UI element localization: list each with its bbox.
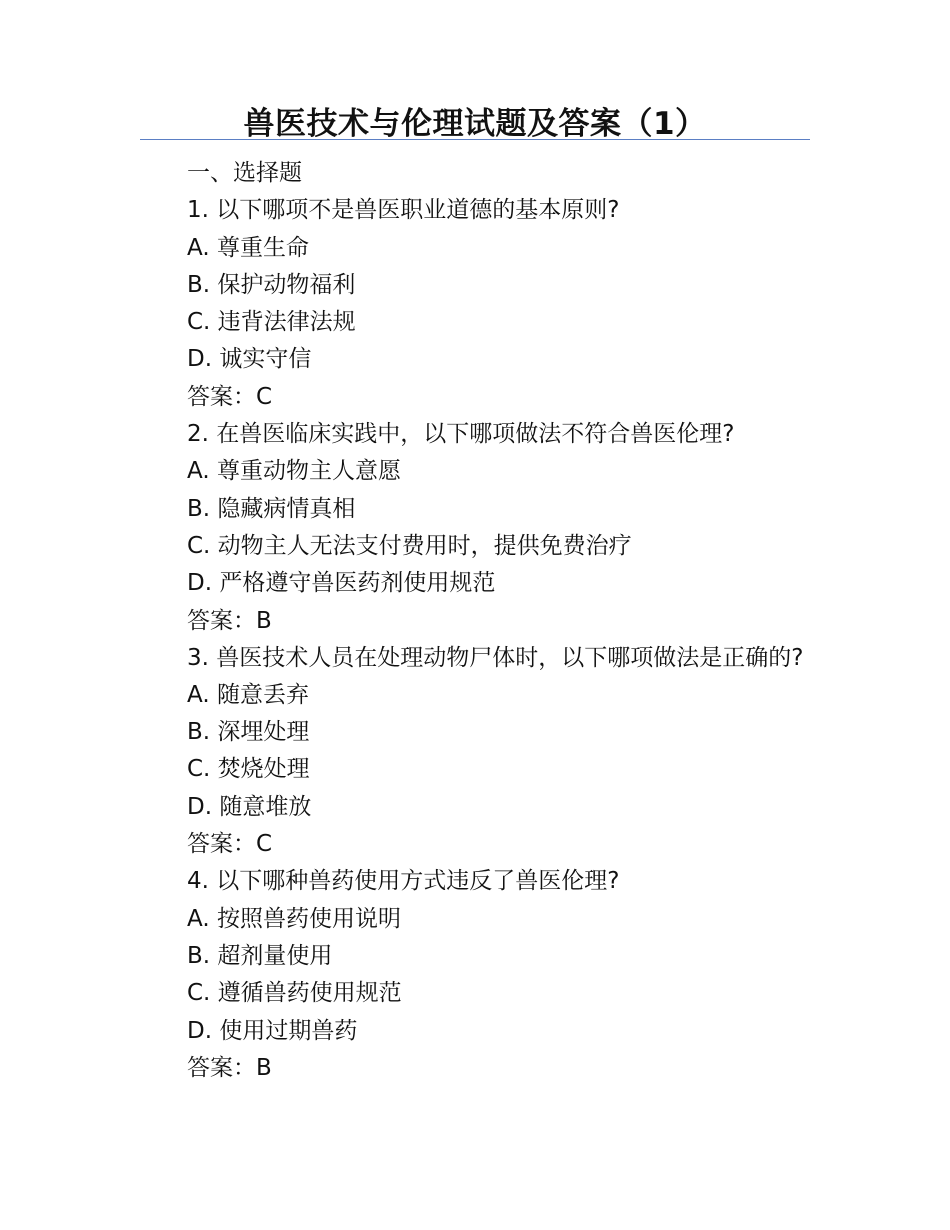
answer-option: A. 尊重动物主人意愿 — [187, 458, 401, 485]
question-text: 3. 兽医技术人员在处理动物尸体时，以下哪项做法是正确的? — [187, 644, 804, 671]
answer-option: B. 超剂量使用 — [187, 942, 333, 969]
answer-key: 答案：B — [187, 1054, 272, 1081]
answer-option: A. 随意丢弃 — [187, 681, 309, 708]
question-text: 2. 在兽医临床实践中，以下哪项做法不符合兽医伦理? — [187, 421, 735, 448]
answer-option: B. 深埋处理 — [187, 719, 310, 746]
answer-option: D. 诚实守信 — [187, 346, 312, 373]
answer-option: D. 随意堆放 — [187, 793, 312, 820]
answer-key: 答案：C — [187, 383, 273, 410]
title-underline — [140, 139, 810, 140]
document-title: 兽医技术与伦理试题及答案（1） — [243, 106, 707, 142]
document-body — [140, 155, 812, 1087]
answer-option: D. 使用过期兽药 — [187, 1017, 358, 1044]
answer-key: 答案：B — [187, 607, 272, 634]
answer-option: C. 遵循兽药使用规范 — [187, 980, 402, 1007]
answer-key: 答案：C — [187, 831, 273, 858]
answer-option: C. 违背法律法规 — [187, 309, 356, 336]
answer-option: C. 动物主人无法支付费用时，提供免费治疗 — [187, 532, 632, 559]
answer-option: A. 尊重生命 — [187, 234, 309, 261]
section-heading: 一、选择题 — [187, 160, 302, 186]
answer-option: A. 按照兽药使用说明 — [187, 905, 401, 932]
answer-option: D. 严格遵守兽医药剂使用规范 — [187, 570, 496, 597]
answer-option: C. 焚烧处理 — [187, 756, 310, 783]
question-text: 1. 以下哪项不是兽医职业道德的基本原则? — [187, 197, 620, 224]
answer-option: B. 保护动物福利 — [187, 271, 356, 298]
question-text: 4. 以下哪种兽药使用方式违反了兽医伦理? — [187, 868, 620, 895]
answer-option: B. 隐藏病情真相 — [187, 495, 356, 522]
